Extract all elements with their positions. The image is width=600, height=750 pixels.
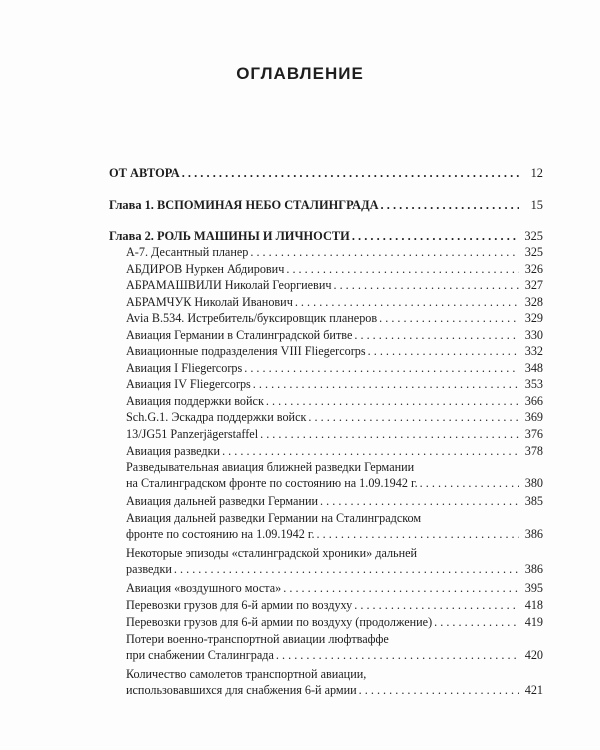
toc-entry[interactable] (126, 277, 543, 293)
toc-entry[interactable] (109, 228, 543, 244)
toc-entry[interactable] (126, 614, 543, 630)
toc-entry[interactable] (126, 343, 543, 359)
toc-entry[interactable] (109, 197, 543, 213)
toc-entry-page: 376 (524, 427, 543, 441)
toc-entry-page: 348 (524, 361, 543, 375)
toc-entry-title: Перевозки грузов для 6-й армии по воздуху (126, 598, 353, 612)
toc-entry-title-line1: Потери военно-транспортной авиации люфтваффе (126, 632, 389, 646)
toc-entry-page: 328 (524, 295, 543, 309)
toc-entry-title: АБРАМЧУК Николай Иванович (126, 295, 293, 309)
toc-entry[interactable] (126, 294, 543, 310)
toc-entry-title: Авиация дальней разведки Германии (126, 494, 319, 508)
toc-entry-page: 395 (524, 581, 543, 595)
toc-entry[interactable] (126, 493, 543, 509)
toc-entry-page: 15 (530, 198, 543, 212)
toc-entry-title: Sch.G.1. Эскадра поддержки войск (126, 410, 307, 424)
toc-entry[interactable] (126, 580, 543, 596)
toc-entry-title: Авиация поддержки войск (126, 394, 264, 408)
toc-entry-title: Авиация разведки (126, 444, 221, 458)
toc-entry[interactable] (126, 459, 543, 491)
toc-entry-page: 386 (524, 527, 543, 541)
toc-entry-page: 418 (524, 598, 543, 612)
toc-entry-title: Авиация I Fliegercorps (126, 361, 243, 375)
toc-entry-page: 325 (524, 245, 543, 259)
toc-entry-page: 420 (524, 648, 543, 662)
toc-entry-title: А-7. Десантный планер (126, 245, 249, 259)
toc-entry-page: 325 (524, 229, 543, 243)
toc-entry-page: 12 (530, 166, 543, 180)
toc-entry-page: 329 (524, 311, 543, 325)
toc-entry[interactable] (126, 261, 543, 277)
toc-entry-title: Авиация Германии в Сталинградской битве (126, 328, 353, 342)
toc-entry-page: 366 (524, 394, 543, 408)
toc-entry[interactable] (126, 443, 543, 459)
toc-entry-page: 386 (524, 562, 543, 576)
toc-entry-title: на Сталинградском фронте по состоянию на 1.09.1942 г. (126, 476, 418, 490)
toc-entry-title: использовавшихся для снабжения 6-й армии (126, 683, 357, 697)
toc-entry-title: Глава 2. РОЛЬ МАШИНЫ И ЛИЧНОСТИ (109, 229, 350, 243)
toc-entry-title-line1: Разведывательная авиация ближней разведки Германии (126, 460, 415, 474)
toc-entry-page: 421 (524, 683, 543, 697)
toc-entry-page: 326 (524, 262, 543, 276)
toc-entry-page: 332 (524, 344, 543, 358)
toc-entry[interactable] (126, 244, 543, 260)
toc-entry[interactable] (126, 597, 543, 613)
toc-entry-title: фронте по состоянию на 1.09.1942 г. (126, 527, 315, 541)
toc-entry[interactable] (126, 631, 543, 663)
toc-entry[interactable] (126, 510, 543, 542)
toc-entry-page: 353 (524, 377, 543, 391)
toc-entry-title-line1: Некоторые эпизоды «сталинградской хроники» дальней (126, 546, 418, 560)
toc-entry-page: 380 (524, 476, 543, 490)
toc-entry[interactable] (126, 409, 543, 425)
toc-entry[interactable] (126, 426, 543, 442)
toc-entry-page: 378 (524, 444, 543, 458)
toc-entry-title: разведки (126, 562, 172, 576)
toc-entry-title: ОТ АВТОРА (109, 166, 180, 180)
toc-entry[interactable] (126, 666, 543, 698)
toc-entry-title: Авиация IV Fliegercorps (126, 377, 251, 391)
toc-entry-page: 330 (524, 328, 543, 342)
toc-entry-page: 327 (524, 278, 543, 292)
toc-entry-title: 13/JG51 Panzerjägerstaffel (126, 427, 259, 441)
toc-entry-title: Глава 1. ВСПОМИНАЯ НЕБО СТАЛИНГРАДА (109, 198, 379, 212)
toc-entry[interactable] (126, 545, 543, 577)
toc-entry[interactable] (126, 393, 543, 409)
toc-entry-title: Перевозки грузов для 6-й армии по воздуху (продолжение) (126, 615, 433, 629)
toc-entry[interactable] (126, 376, 543, 392)
toc-entry-title-line1: Количество самолетов транспортной авиации, (126, 667, 367, 681)
toc-entry-title: Avia B.534. Истребитель/буксировщик планеров (126, 311, 378, 325)
toc-entry-title: Авиационные подразделения VIII Fliegercorps (126, 344, 366, 358)
page-title: ОГЛАВЛЕНИЕ (236, 64, 364, 83)
toc-entry-title: АБРАМАШВИЛИ Николай Георгиевич (126, 278, 332, 292)
toc-entry-page: 385 (524, 494, 543, 508)
toc-entry-page: 419 (524, 615, 543, 629)
toc-entry-title: АБДИРОВ Нуркен Абдирович (126, 262, 285, 276)
toc-entry-title-line1: Авиация дальней разведки Германии на Сталинградском (126, 511, 422, 525)
toc-entry-title: при снабжении Сталинграда (126, 648, 274, 662)
toc-entry[interactable] (109, 165, 543, 181)
toc-entry-page: 369 (524, 410, 543, 424)
toc-entry[interactable] (126, 327, 543, 343)
toc-entry-title: Авиация «воздушного моста» (126, 581, 282, 595)
toc-entry[interactable] (126, 360, 543, 376)
toc-entry[interactable] (126, 310, 543, 326)
